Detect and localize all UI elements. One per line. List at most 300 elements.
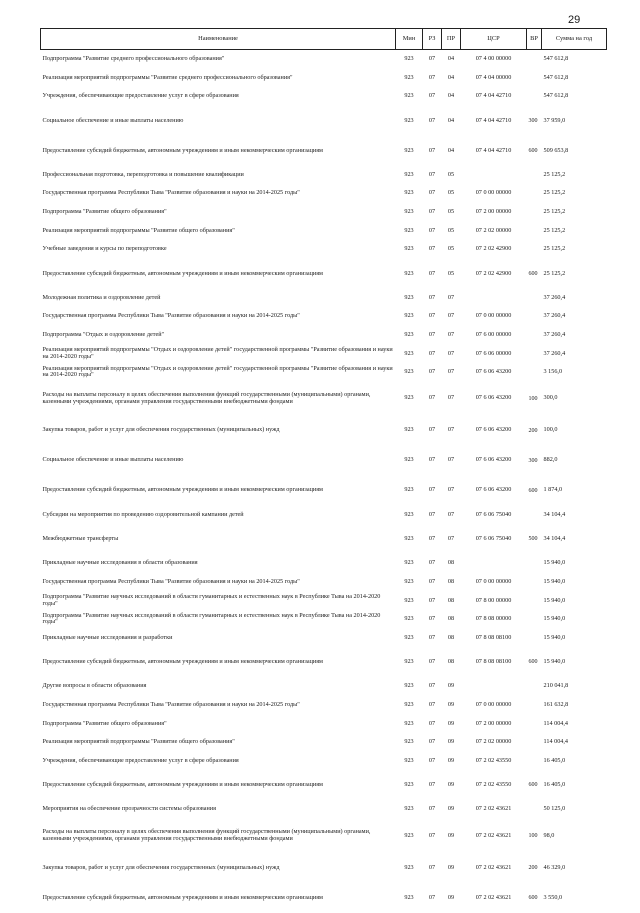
row-subsection: 04 [447,146,455,154]
table-row [41,446,607,476]
row-target-article: 07 2 02 42900 [475,245,512,253]
row-target-article: 07 4 04 42710 [475,146,512,154]
row-sum: 37 260,4 [543,293,566,301]
row-ministry: 923 [404,146,414,154]
table-row [41,289,607,308]
row-expense-type: 500 [528,536,538,543]
row-expense-type [527,800,542,819]
row-subsection: 08 [447,658,455,666]
row-sum: 34 104,4 [543,510,566,518]
row-subsection: 04 [447,73,455,81]
row-section: 07 [428,756,436,764]
row-name: Закупка товаров, работ и услуг для обеспечения государственных (муниципальных) нужд [42,426,280,434]
row-ministry: 923 [404,596,414,604]
row-section: 07 [428,719,436,727]
row-ministry: 923 [404,756,414,764]
row-section: 07 [428,208,436,216]
row-sum: 25 125,2 [543,269,566,277]
table-row [41,50,607,69]
row-subsection: 08 [447,596,455,604]
row-expense-type [527,733,542,752]
row-target-article: 07 6 06 00000 [475,349,512,357]
header-target-article: ЦСР [461,29,527,50]
row-sum: 3 156,0 [543,368,563,376]
row-expense-type [527,554,542,573]
row-section: 07 [428,116,436,124]
row-sum: 15 940,0 [543,615,566,623]
row-section: 07 [428,738,436,746]
row-ministry: 923 [404,658,414,666]
row-sum: 114 004,4 [543,738,569,746]
row-expense-type: 300 [528,117,538,124]
row-ministry: 923 [404,863,414,871]
table-row [41,345,607,364]
row-expense-type [527,752,542,771]
row-section: 07 [428,831,436,839]
row-sum: 25 125,2 [543,189,566,197]
row-name: Подпрограмма "Развитие научных исследований в области гуманитарных и естественных наук в Республике Тыва на 2014-2020 годы" [42,611,381,626]
row-expense-type: 600 [528,659,538,666]
row-target-article: 07 4 04 00000 [475,73,512,81]
row-subsection: 07 [447,510,455,518]
row-target-article: 07 8 08 08100 [475,633,512,641]
table-row [41,819,607,853]
table-row [41,770,607,800]
row-ministry: 923 [404,269,414,277]
table-row [41,610,607,629]
row-section: 07 [428,92,436,100]
row-expense-type: 600 [528,270,538,277]
row-section: 07 [428,226,436,234]
row-subsection: 05 [447,245,455,253]
row-target-article: 07 6 00 00000 [475,330,512,338]
row-name: Субсидии на мероприятия по проведению оздоровительной кампании детей [42,510,244,518]
row-section: 07 [428,658,436,666]
row-expense-type [527,307,542,326]
row-sum: 15 940,0 [543,577,566,585]
row-expense-type [527,629,542,648]
table-row [41,240,607,259]
table-row [41,382,607,416]
row-section: 07 [428,456,436,464]
row-target-article: 07 6 06 43200 [475,394,512,402]
row-expense-type: 600 [528,782,538,789]
row-sum: 882,0 [543,456,558,464]
row-ministry: 923 [404,426,414,434]
row-target-article: 07 0 00 00000 [475,312,512,320]
row-name: Профессиональная подготовка, переподготовка и повышение квалификации [42,170,244,178]
table-row [41,222,607,241]
row-subsection: 08 [447,615,455,623]
row-ministry: 923 [404,615,414,623]
row-ministry: 923 [404,682,414,690]
header-expense-type: ВР [527,29,542,50]
row-section: 07 [428,73,436,81]
row-sum: 15 940,0 [543,596,566,604]
row-expense-type: 600 [528,894,538,901]
row-expense-type [527,506,542,525]
row-expense-type [527,677,542,696]
row-subsection: 04 [447,55,455,63]
row-section: 07 [428,368,436,376]
table-row [41,592,607,611]
table-row [41,714,607,733]
row-section: 07 [428,893,436,901]
row-name: Расходы на выплаты персоналу в целях обеспечения выполнения функций государственными (муниципальными) органами, казенными учреждениями, органами управления государственными внебюджетными фондами [42,828,371,842]
table-row [41,629,607,648]
row-section: 07 [428,700,436,708]
row-expense-type [527,696,542,715]
row-sum: 114 004,4 [543,719,569,727]
row-sum: 16 405,0 [543,781,566,788]
row-section: 07 [428,577,436,585]
row-name: Подпрограмма "Развитие научных исследований в области гуманитарных и естественных наук в Республике Тыва на 2014-2020 годы" [42,593,381,607]
row-expense-type [527,592,542,611]
row-subsection: 07 [447,456,455,464]
row-ministry: 923 [404,55,414,63]
table-row [41,696,607,715]
row-subsection: 07 [447,368,455,376]
row-ministry: 923 [404,189,414,197]
table-row [41,259,607,289]
row-expense-type [527,363,542,382]
row-subsection: 09 [447,756,455,764]
budget-table [40,28,607,913]
header-section: РЗ [423,29,442,50]
row-ministry: 923 [404,510,414,518]
row-name: Предоставление субсидий бюджетным, автономным учреждениям и иным некоммерческим организациям [42,486,323,494]
row-sum: 15 940,0 [543,633,566,641]
row-target-article: 07 2 00 00000 [475,719,512,727]
row-subsection: 05 [447,189,455,197]
row-subsection: 09 [447,893,455,901]
row-expense-type [527,714,542,733]
row-section: 07 [428,170,436,178]
row-sum: 25 125,2 [543,208,566,216]
row-name: Предоставление субсидий бюджетным, автономным учреждениям и иным некоммерческим организациям [42,893,323,901]
row-subsection: 08 [447,577,455,585]
row-section: 07 [428,330,436,338]
row-expense-type [527,166,542,185]
row-name: Прикладные научные исследования и разработки [42,633,173,641]
row-ministry: 923 [404,535,414,543]
row-section: 07 [428,55,436,63]
table-row [41,326,607,345]
row-name: Предоставление субсидий бюджетным, автономным учреждениям и иным некоммерческим организациям [42,781,323,788]
row-expense-type [527,326,542,345]
row-sum: 37 260,4 [543,330,566,338]
row-subsection: 08 [447,559,455,567]
row-section: 07 [428,535,436,543]
table-row [41,166,607,185]
row-name: Государственная программа Республики Тыва "Развитие образования и науки на 2014-2025 годы" [42,189,300,197]
row-name: Реализация мероприятий подпрограммы "Отдых и оздоровление детей" государственной программы "Развитие образования и науки на 2014-2020 годы" [42,346,393,360]
row-section: 07 [428,805,436,813]
row-expense-type [527,184,542,203]
table-row [41,307,607,326]
row-name: Предоставление субсидий бюджетным, автономным учреждениям и иным некоммерческим организациям [42,658,323,666]
row-ministry: 923 [404,349,414,357]
row-name: Социальное обеспечение и иные выплаты населению [42,116,184,124]
row-name: Предоставление субсидий бюджетным, автономным учреждениям и иным некоммерческим организациям [42,269,323,277]
row-expense-type [527,222,542,241]
row-section: 07 [428,633,436,641]
row-ministry: 923 [404,700,414,708]
row-name: Учреждения, обеспечивающие предоставление услуг в сфере образования [42,92,239,100]
row-target-article: 07 4 04 42710 [475,92,512,100]
table-row [41,416,607,446]
row-sum: 46 329,0 [543,863,566,871]
row-target-article: 07 6 06 43200 [475,426,512,434]
row-name: Подпрограмма "Развитие среднего профессионального образования" [42,55,225,63]
row-name: Подпрограмма "Отдых и оздоровление детей" [42,330,165,338]
row-target-article: 07 2 02 43621 [475,831,512,839]
row-subsection: 09 [447,863,455,871]
row-target-article: 07 2 02 43621 [475,863,512,871]
row-sum: 100,0 [543,426,558,434]
row-sum: 547 612,8 [543,55,569,63]
row-subsection: 08 [447,633,455,641]
row-name: Прикладные научные исследования в области образования [42,559,198,567]
table-row [41,184,607,203]
row-target-article: 07 8 00 00000 [475,596,512,604]
row-target-article: 07 0 00 00000 [475,700,512,708]
row-subsection: 05 [447,226,455,234]
row-subsection: 07 [447,312,455,320]
row-target-article: 07 8 08 00000 [475,615,512,623]
table-row [41,106,607,136]
row-expense-type [527,203,542,222]
row-ministry: 923 [404,394,414,402]
row-ministry: 923 [404,226,414,234]
row-subsection: 05 [447,208,455,216]
row-name: Предоставление субсидий бюджетным, автономным учреждениям и иным некоммерческим организациям [42,146,323,154]
row-subsection: 09 [447,831,455,839]
row-sum: 15 940,0 [543,559,566,567]
table-row [41,647,607,677]
row-section: 07 [428,312,436,320]
row-sum: 161 632,8 [543,700,569,708]
row-subsection: 09 [447,738,455,746]
row-expense-type [527,610,542,629]
row-ministry: 923 [404,330,414,338]
row-section: 07 [428,781,436,788]
row-name: Мероприятия на обеспечение прозрачности системы образования [42,805,216,813]
row-target-article: 07 6 06 43200 [475,456,512,464]
row-sum: 3 550,0 [543,893,563,901]
row-ministry: 923 [404,559,414,567]
row-sum: 37 260,4 [543,312,566,320]
row-target-article: 07 6 06 75040 [475,510,512,518]
row-target-article: 07 4 04 42710 [475,116,512,124]
row-expense-type [527,573,542,592]
row-expense-type [527,240,542,259]
row-section: 07 [428,559,436,567]
row-sum: 15 940,0 [543,658,566,666]
row-section: 07 [428,293,436,301]
row-name: Другие вопросы в области образования [42,682,147,690]
row-expense-type [527,87,542,106]
row-target-article [461,166,527,185]
row-ministry: 923 [404,719,414,727]
row-sum: 37 959,0 [543,116,566,124]
row-subsection: 09 [447,805,455,813]
page-number: 29 [568,14,581,26]
row-sum: 25 125,2 [543,245,566,253]
table-row [41,87,607,106]
row-target-article: 07 2 02 43550 [475,781,512,788]
row-name: Молодежная политика и оздоровление детей [42,293,161,301]
table-row [41,506,607,525]
row-name: Подпрограмма "Развитие общего образования" [42,208,167,216]
row-subsection: 05 [447,269,455,277]
row-target-article: 07 8 08 08100 [475,658,512,666]
row-name: Государственная программа Республики Тыва "Развитие образования и науки на 2014-2025 годы" [42,312,300,320]
row-sum: 509 653,8 [543,146,569,154]
row-ministry: 923 [404,805,414,813]
table-row [41,800,607,819]
row-target-article: 07 2 02 00000 [475,226,512,234]
table-row [41,733,607,752]
header-ministry: Мин [396,29,423,50]
row-target-article [461,289,527,308]
row-name: Реализация мероприятий подпрограммы "Отдых и оздоровление детей" государственной программы "Развитие образования и науки на 2014-2020 годы" [42,364,393,379]
row-section: 07 [428,615,436,623]
row-expense-type [527,50,542,69]
row-subsection: 07 [447,349,455,357]
table-row [41,69,607,88]
row-name: Реализация мероприятий подпрограммы "Развитие общего образования" [42,738,235,746]
row-name: Социальное обеспечение и иные выплаты населению [42,456,184,464]
row-ministry: 923 [404,368,414,376]
row-sum: 300,0 [543,394,558,402]
row-subsection: 07 [447,293,455,301]
row-section: 07 [428,349,436,357]
row-section: 07 [428,146,436,154]
row-target-article: 07 2 00 00000 [475,208,512,216]
row-target-article [461,554,527,573]
table-header [41,29,607,50]
row-subsection: 04 [447,92,455,100]
row-expense-type [527,69,542,88]
row-expense-type: 600 [528,487,538,494]
row-ministry: 923 [404,312,414,320]
row-name: Учреждения, обеспечивающие предоставление услуг в сфере образования [42,756,239,764]
table-row [41,573,607,592]
row-subsection: 09 [447,719,455,727]
row-ministry: 923 [404,293,414,301]
row-ministry: 923 [404,577,414,585]
row-sum: 50 125,0 [543,805,566,813]
row-subsection: 09 [447,781,455,788]
row-section: 07 [428,486,436,494]
row-sum: 210 041,8 [543,682,569,690]
header-annual-sum: Сумма на год [542,29,607,50]
row-name: Подпрограмма "Развитие общего образования" [42,719,167,727]
row-target-article: 07 0 00 00000 [475,189,512,197]
row-ministry: 923 [404,92,414,100]
row-target-article: 07 2 02 43621 [475,893,512,901]
table-row [41,476,607,506]
row-ministry: 923 [404,73,414,81]
row-subsection: 07 [447,486,455,494]
table-row [41,752,607,771]
row-expense-type: 600 [528,147,538,154]
row-name: Закупка товаров, работ и услуг для обеспечения государственных (муниципальных) нужд [42,863,280,871]
row-sum: 34 104,4 [543,535,566,543]
row-expense-type: 200 [528,427,538,434]
row-section: 07 [428,394,436,402]
row-name: Государственная программа Республики Тыва "Развитие образования и науки на 2014-2025 годы" [42,700,300,708]
row-sum: 98,0 [543,831,555,839]
row-sum: 25 125,2 [543,226,566,234]
row-section: 07 [428,510,436,518]
row-ministry: 923 [404,170,414,178]
row-expense-type: 300 [528,457,538,464]
row-ministry: 923 [404,456,414,464]
row-subsection: 07 [447,394,455,402]
row-expense-type [527,289,542,308]
row-target-article: 07 6 06 43200 [475,368,512,376]
table-row [41,883,607,913]
header-subsection: ПР [442,29,461,50]
row-ministry: 923 [404,116,414,124]
row-section: 07 [428,682,436,690]
row-sum: 16 405,0 [543,756,566,764]
row-subsection: 04 [447,116,455,124]
row-subsection: 09 [447,682,455,690]
table-row [41,853,607,883]
row-expense-type: 200 [528,864,538,871]
table-row [41,554,607,573]
row-name: Реализация мероприятий подпрограммы "Развитие среднего профессионального образования" [42,73,293,81]
row-name: Межбюджетные трансферты [42,535,119,543]
row-name: Государственная программа Республики Тыва "Развитие образования и науки на 2014-2025 годы" [42,577,300,585]
row-target-article: 07 4 00 00000 [475,55,512,63]
row-subsection: 09 [447,700,455,708]
row-sum: 547 612,8 [543,73,569,81]
row-section: 07 [428,189,436,197]
row-target-article: 07 2 02 43550 [475,756,512,764]
row-name: Расходы на выплаты персоналу в целях обеспечения выполнения функций государственными (муниципальными) органами, казенными учреждениями, органами управления государственными внебюджетными фондами [42,391,371,405]
row-section: 07 [428,426,436,434]
row-subsection: 07 [447,426,455,434]
table-body [41,50,607,913]
row-section: 07 [428,596,436,604]
row-ministry: 923 [404,486,414,494]
row-sum: 547 612,8 [543,92,569,100]
row-target-article: 07 0 00 00000 [475,577,512,585]
row-ministry: 923 [404,738,414,746]
table-row [41,524,607,554]
row-target-article: 07 6 06 43200 [475,486,512,494]
row-subsection: 07 [447,535,455,543]
row-section: 07 [428,269,436,277]
header-name: Наименование [41,29,396,50]
row-expense-type: 100 [528,395,538,402]
row-ministry: 923 [404,208,414,216]
row-ministry: 923 [404,245,414,253]
row-section: 07 [428,863,436,871]
row-target-article: 07 2 02 00000 [475,738,512,746]
row-ministry: 923 [404,831,414,839]
row-target-article: 07 2 02 42900 [475,269,512,277]
row-ministry: 923 [404,781,414,788]
table-row [41,136,607,166]
row-sum: 25 125,2 [543,170,566,178]
row-target-article: 07 6 06 75040 [475,535,512,543]
table-row [41,203,607,222]
